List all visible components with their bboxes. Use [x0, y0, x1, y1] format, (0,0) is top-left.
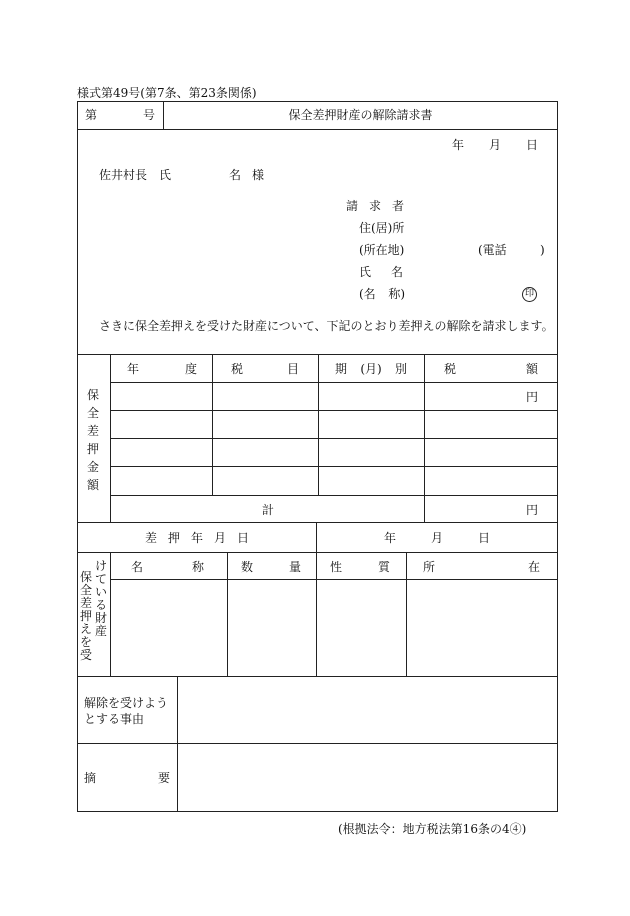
seizure-char: 差 [145, 531, 158, 545]
side-label-char: 保 [86, 388, 99, 402]
requester-char: 者 [391, 199, 404, 213]
name-char: 氏 [359, 265, 372, 279]
summary-label [84, 771, 170, 785]
name-char: 名 [390, 265, 403, 279]
seizure-month-label: 月 [430, 531, 443, 545]
header-fiscal-year [127, 362, 197, 376]
header-tax-item [231, 362, 299, 376]
addressee-name: 佐井村長 氏 [99, 168, 172, 182]
header-char: 質 [377, 560, 390, 574]
date-month-label: 月 [488, 138, 501, 152]
preservation-amount-label [86, 388, 100, 492]
divider [77, 522, 558, 523]
summary-char: 摘 [84, 771, 97, 785]
side-label-char: 全 [86, 406, 99, 420]
divider [424, 354, 425, 523]
header-location [423, 560, 540, 574]
property-side-label-col2: けている財産 [95, 559, 108, 638]
header-property-name [131, 560, 204, 574]
requester-char: 求 [368, 199, 381, 213]
header-char: 名 [131, 560, 144, 574]
side-label-char: 差 [86, 424, 99, 438]
header-nature [330, 560, 390, 574]
title-char: (名 [359, 287, 376, 301]
header-char: 度 [184, 362, 197, 376]
side-label-char: 押 [86, 442, 99, 456]
number-dai: 第 [85, 108, 98, 122]
divider [316, 552, 317, 677]
legal-basis: (根拠法令：地方税法第16条の4④) [338, 822, 527, 836]
seizure-date-label [145, 531, 249, 545]
divider [110, 382, 558, 383]
header-char: 期 [335, 362, 348, 376]
divider [77, 676, 558, 677]
header-period [335, 362, 407, 376]
requester-phone-label: (電話 [478, 243, 507, 257]
header-quantity [241, 560, 301, 574]
divider [318, 354, 319, 496]
divider [227, 552, 228, 677]
reason-label-line1: 解除を受けよう [84, 696, 169, 710]
requester-location-label: (所在地) [359, 243, 405, 257]
header-char: (月) [360, 362, 382, 376]
property-side-label-col1: 保全差押えを受 [80, 570, 93, 662]
divider [177, 676, 178, 812]
summary-char: 要 [157, 771, 170, 785]
divider [77, 552, 558, 553]
header-char: 税 [444, 362, 457, 376]
date-year-label: 年 [452, 138, 465, 152]
total-label: 計 [262, 503, 275, 517]
requester-phone-close: ) [540, 243, 545, 257]
header-char: 別 [394, 362, 407, 376]
divider [110, 552, 111, 677]
header-char: 所 [423, 560, 436, 574]
request-sentence: さきに保全差押えを受けた財産について、下記のとおり差押えの解除を請求します。 [99, 319, 554, 333]
side-label-char: 金 [86, 460, 99, 474]
divider [77, 743, 558, 744]
side-label-char: 額 [86, 478, 99, 492]
form-title: 保全差押財産の解除請求書 [288, 108, 433, 122]
header-char: 称 [191, 560, 204, 574]
divider [316, 522, 317, 553]
seizure-char: 年 [190, 531, 203, 545]
date-day-label: 日 [525, 138, 538, 152]
requester-address-label: 住(居)所 [359, 221, 405, 235]
form-number: 様式第49号(第7条、第23条関係) [77, 86, 257, 100]
addressee-sama: 様 [252, 168, 265, 182]
divider [406, 552, 407, 677]
divider [110, 495, 558, 496]
header-char: 目 [286, 362, 299, 376]
requester-name-label [359, 265, 403, 279]
requester-char: 請 [346, 199, 359, 213]
divider [77, 129, 558, 130]
divider [110, 410, 558, 411]
seizure-char: 月 [213, 531, 226, 545]
divider [110, 438, 558, 439]
date-line [452, 138, 538, 152]
header-char: 税 [231, 362, 244, 376]
header-char: 在 [527, 560, 540, 574]
seizure-day-label: 日 [477, 531, 490, 545]
reason-label-line2: とする事由 [84, 712, 145, 726]
seizure-char: 押 [167, 531, 180, 545]
header-char: 性 [330, 560, 343, 574]
header-char: 年 [127, 362, 140, 376]
header-char: 数 [241, 560, 254, 574]
seal-mark-icon: 印 [522, 287, 537, 302]
header-char: 額 [525, 362, 538, 376]
title-char: 称) [388, 287, 405, 301]
divider [110, 579, 558, 580]
header-tax-amount [444, 362, 538, 376]
seizure-char: 日 [236, 531, 249, 545]
total-yen-unit: 円 [526, 503, 539, 517]
divider [212, 354, 213, 496]
header-char: 量 [288, 560, 301, 574]
seizure-date-value [384, 531, 490, 545]
amount-yen-unit: 円 [526, 390, 539, 404]
addressee-mei: 名 [229, 168, 242, 182]
number-go: 号 [143, 108, 156, 122]
requester-title-label [359, 287, 405, 301]
divider [110, 466, 558, 467]
requester-heading [346, 199, 404, 213]
seizure-year-label: 年 [384, 531, 397, 545]
